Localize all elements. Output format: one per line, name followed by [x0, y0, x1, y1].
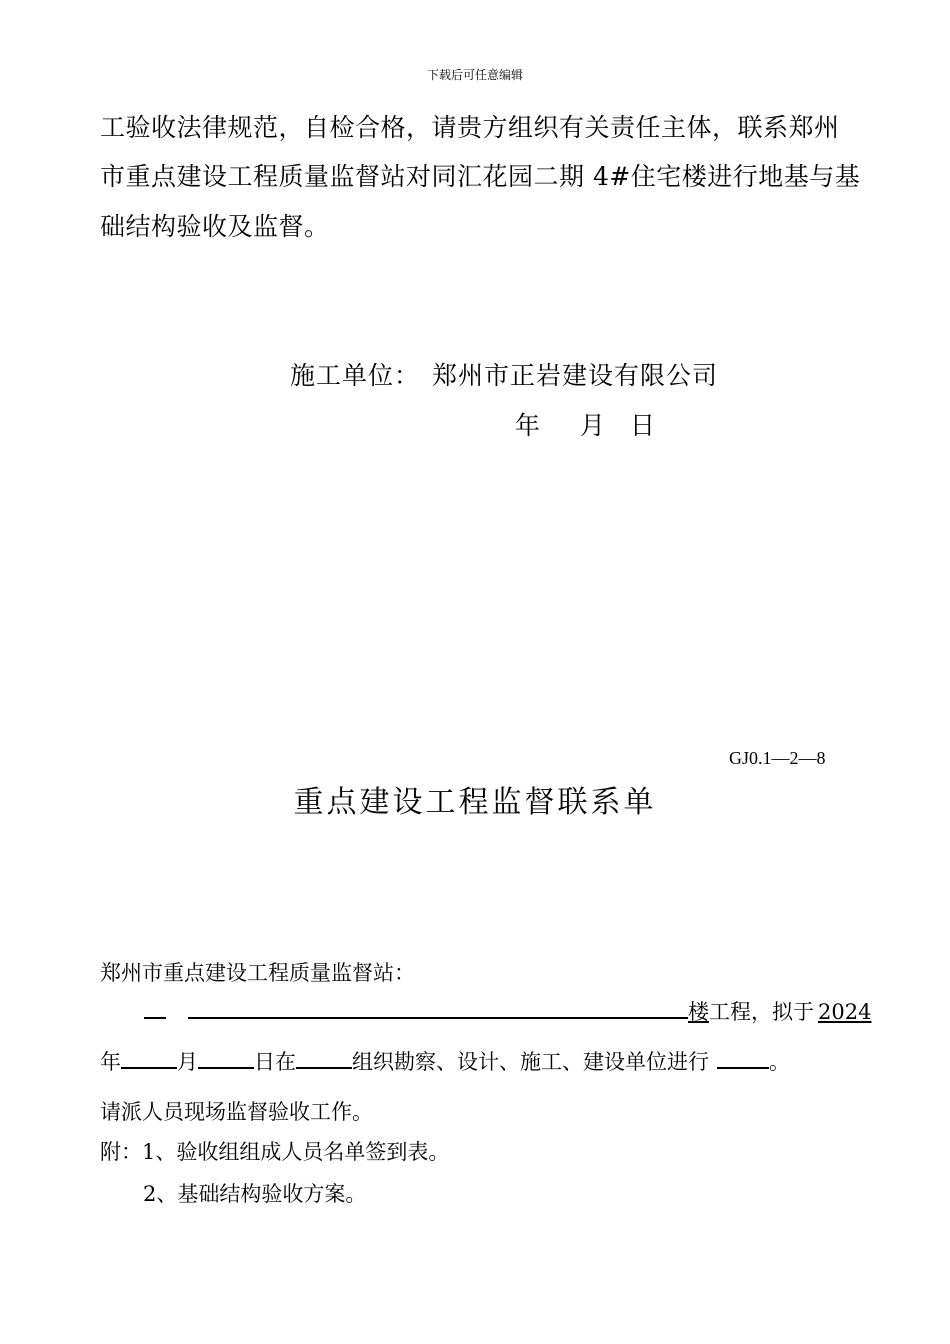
signature-unit-label: 施工单位： — [290, 361, 421, 390]
attachment-1: 附：1、验收组组成人员名单签到表。 — [100, 1140, 450, 1164]
paragraph-line-1: 工验收法律规范，自检合格，请贵方组织有关责任主体，联系郑州 — [100, 113, 840, 142]
location-blank — [296, 1047, 352, 1069]
project-line — [100, 996, 872, 1026]
signature-date — [515, 406, 655, 442]
project-text: 工程，拟于 — [709, 1000, 814, 1024]
paragraph-line-3: 础结构验收及监督。 — [100, 212, 330, 241]
signature-month-label: 月 — [580, 411, 606, 440]
month-blank — [121, 1047, 177, 1069]
signature-year-label: 年 — [515, 411, 541, 440]
year-value: 2024 — [818, 1000, 872, 1024]
day-blank — [198, 1047, 254, 1069]
organize-text: 组织勘察、设计、施工、建设单位进行 — [352, 1050, 709, 1074]
header-note: 下载后可任意编辑 — [426, 68, 523, 82]
signature-unit-name: 郑州市正岩建设有限公司 — [432, 361, 719, 390]
request-line: 请派人员现场监督验收工作。 — [100, 1100, 373, 1124]
activity-blank — [717, 1047, 769, 1069]
month-label: 月 — [177, 1050, 198, 1074]
form-code: GJ0.1—2—8 — [729, 748, 826, 768]
period: 。 — [769, 1050, 790, 1074]
project-name-blank — [188, 997, 688, 1019]
signature-unit — [290, 356, 718, 392]
addressee: 郑州市重点建设工程质量监督站： — [100, 961, 415, 985]
form-title: 重点建设工程监督联系单 — [293, 785, 657, 820]
year-label: 年 — [100, 1050, 121, 1074]
signature-day-label: 日 — [630, 411, 656, 440]
attachment-2: 2、基础结构验收方案。 — [143, 1182, 367, 1206]
project-suffix: 楼 — [688, 1000, 709, 1024]
project-prefix-blank — [144, 997, 166, 1019]
paragraph-line-2: 市重点建设工程质量监督站对同汇花园二期 4#住宅楼进行地基与基 — [100, 162, 861, 191]
date-line — [100, 1046, 790, 1076]
day-label: 日在 — [254, 1050, 296, 1074]
